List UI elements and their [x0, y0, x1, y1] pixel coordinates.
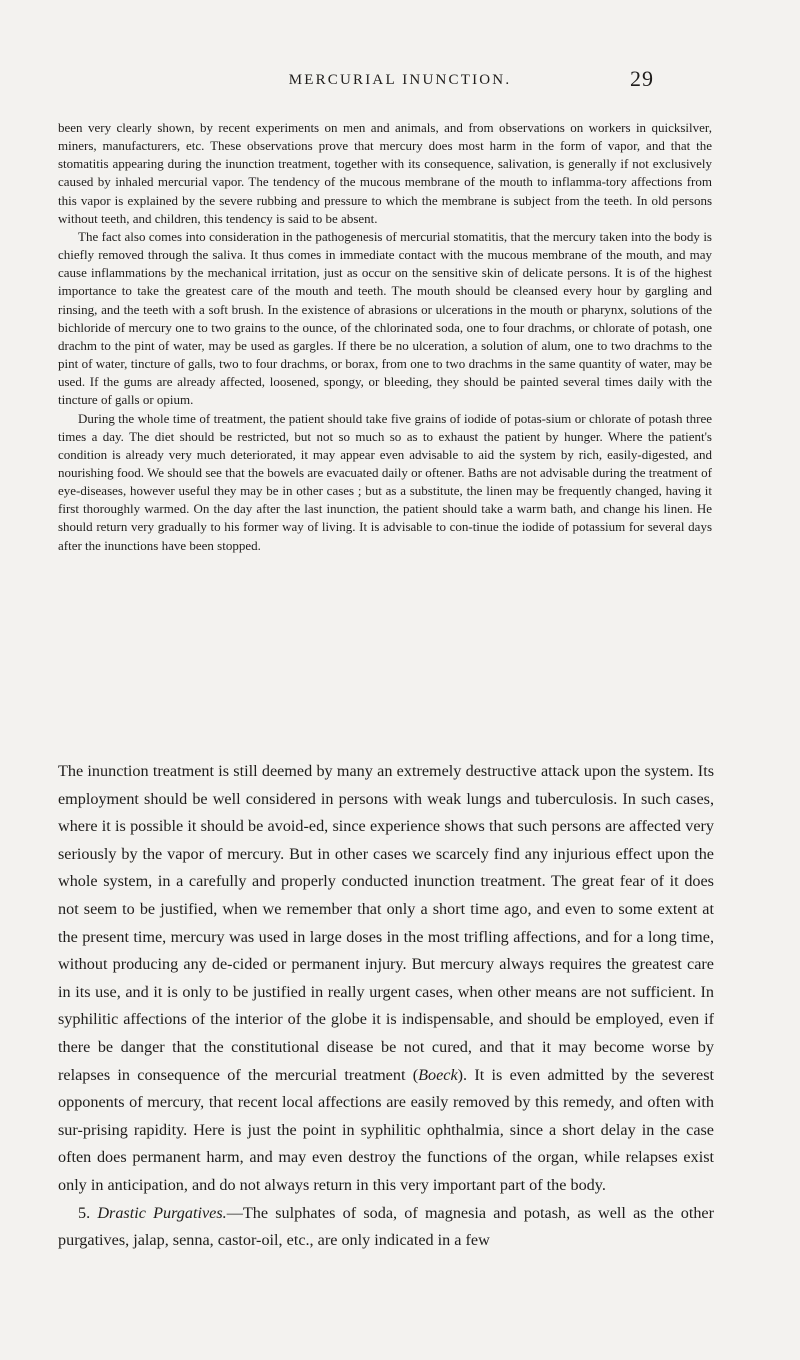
page-number: 29 [630, 66, 654, 91]
paragraph-drastic-purgatives [58, 1200, 714, 1255]
citation-author: Boeck [418, 1065, 458, 1084]
paragraph-stomatitis-care: The fact also comes into consideration in the pathogenesis of mercurial stomatitis, that the mercury taken into the body is chiefly removed through the saliva. It thus comes in immediate contact with the mucous membrane of the mouth, and may cause inflammations by the mechanical irritation, just as occur on the sensitive skin of delicate persons. It is of the highest importance to take the greatest care of the mouth and teeth. The mouth should be cleansed every hour by gargling and rinsing, and the teeth with a soft brush. In the existence of abrasions or ulcerations in the mouth or pharynx, solutions of the bichloride of mercury one to two grains to the ounce, of the chlorinated soda, one to four drachms, or chlorate of potash, one drachm to the pint of water, may be used as gargles. If there be no ulceration, a solution of alum, one to two drachms to the pint of water, tincture of galls, two to four drachms, or borax, from one to two drachms in the same quantity of water, may be used. If the gums are already affected, loosened, spongy, or bleeding, they should be painted several times daily with the tincture of galls or opium. [58, 228, 712, 408]
section-heading: Drastic Purgatives. [97, 1203, 227, 1222]
paragraph-inunction-treatment [58, 758, 714, 1200]
large-print-section [58, 758, 714, 1255]
inunction-text-before-citation: The inunction treatment is still deemed by many an extremely destructive attack upon the system. Its employment should be well considered in persons with weak lungs and tuberculosis. In such cases, where it is possible it should be avoid-ed, since experience shows that such persons are affected very seriously by the vapor of mercury. But in other cases we scarcely find any injurious effect upon the whole system, in a carefully and properly conducted inunction treatment. The great fear of it does not seem to be justified, when we remember that only a short time ago, and even to some extent at the present time, mercury was used in large doses in the most trifling affections, and for a long time, without producing any de-cided or permanent injury. But mercury always requires the greatest care in its use, and it is only to be justified in really urgent cases, when other means are not sufficient. In syphilitic affections of the interior of the globe it is indispensable, and should be employed, even if there be danger that the constitutional disease be not cured, and that it may become worse by relapses in consequence of the mercurial treatment ( [58, 762, 714, 1084]
section-number: 5. [78, 1203, 91, 1222]
running-title: MERCURIAL INUNCTION. [288, 72, 512, 88]
paragraph-mercury-vapor: been very clearly shown, by recent experiments on men and animals, and from observations on workers in quicksilver, miners, manufacturers, etc. These observations prove that mercury does most harm in the form of vapor, and that the stomatitis appearing during the inunction treatment, together with its consequence, salivation, is generally if not exclusively caused by inhaled mercurial vapor. The tendency of the mucous membrane of the mouth to inflamma-tory affections from this vapor is explained by the severe rubbing and pressure to which the membrane is subject from the teeth. In old persons without teeth, and children, this tendency is said to be absent. [58, 120, 712, 226]
paragraph-treatment-diet: During the whole time of treatment, the patient should take five grains of iodide of potas-sium or chlorate of potash three times a day. The diet should be restricted, but not so much so as to exhaust the patient by hunger. Where the patient's condition is already very much deteriorated, it may appear even advisable to aid the system by rich, easily-digested, and nourishing food. We should see that the bowels are evacuated daily or oftener. Baths are not advisable during the treatment of eye-diseases, however useful they may be in other cases ; but as a substitute, the linen may be frequently changed, having it first thoroughly warmed. On the day after the last inunction, the patient should take a warm bath, and change his linen. He should return very gradually to his former way of living. It is advisable to con-tinue the iodide of potassium for several days after the inunctions have been stopped. [58, 410, 712, 553]
running-head [0, 66, 800, 96]
inunction-text-after-citation: ). It is even admitted by the severest opponents of mercury, that recent local affections are easily removed by this remedy, and often with sur-prising rapidity. Here is just the point in syphilitic ophthalmia, since a short delay in the case often does permanent harm, and may even destroy the functions of the organ, while relapses exist only in anticipation, and do not always return in this very important part of the body. [58, 1065, 714, 1194]
small-print-section [58, 119, 712, 555]
purgatives-text: —The sulphates of soda, of magnesia and potash, as well as the other purgatives, jalap, senna, castor-oil, etc., are only indicated in a few [58, 1203, 714, 1250]
